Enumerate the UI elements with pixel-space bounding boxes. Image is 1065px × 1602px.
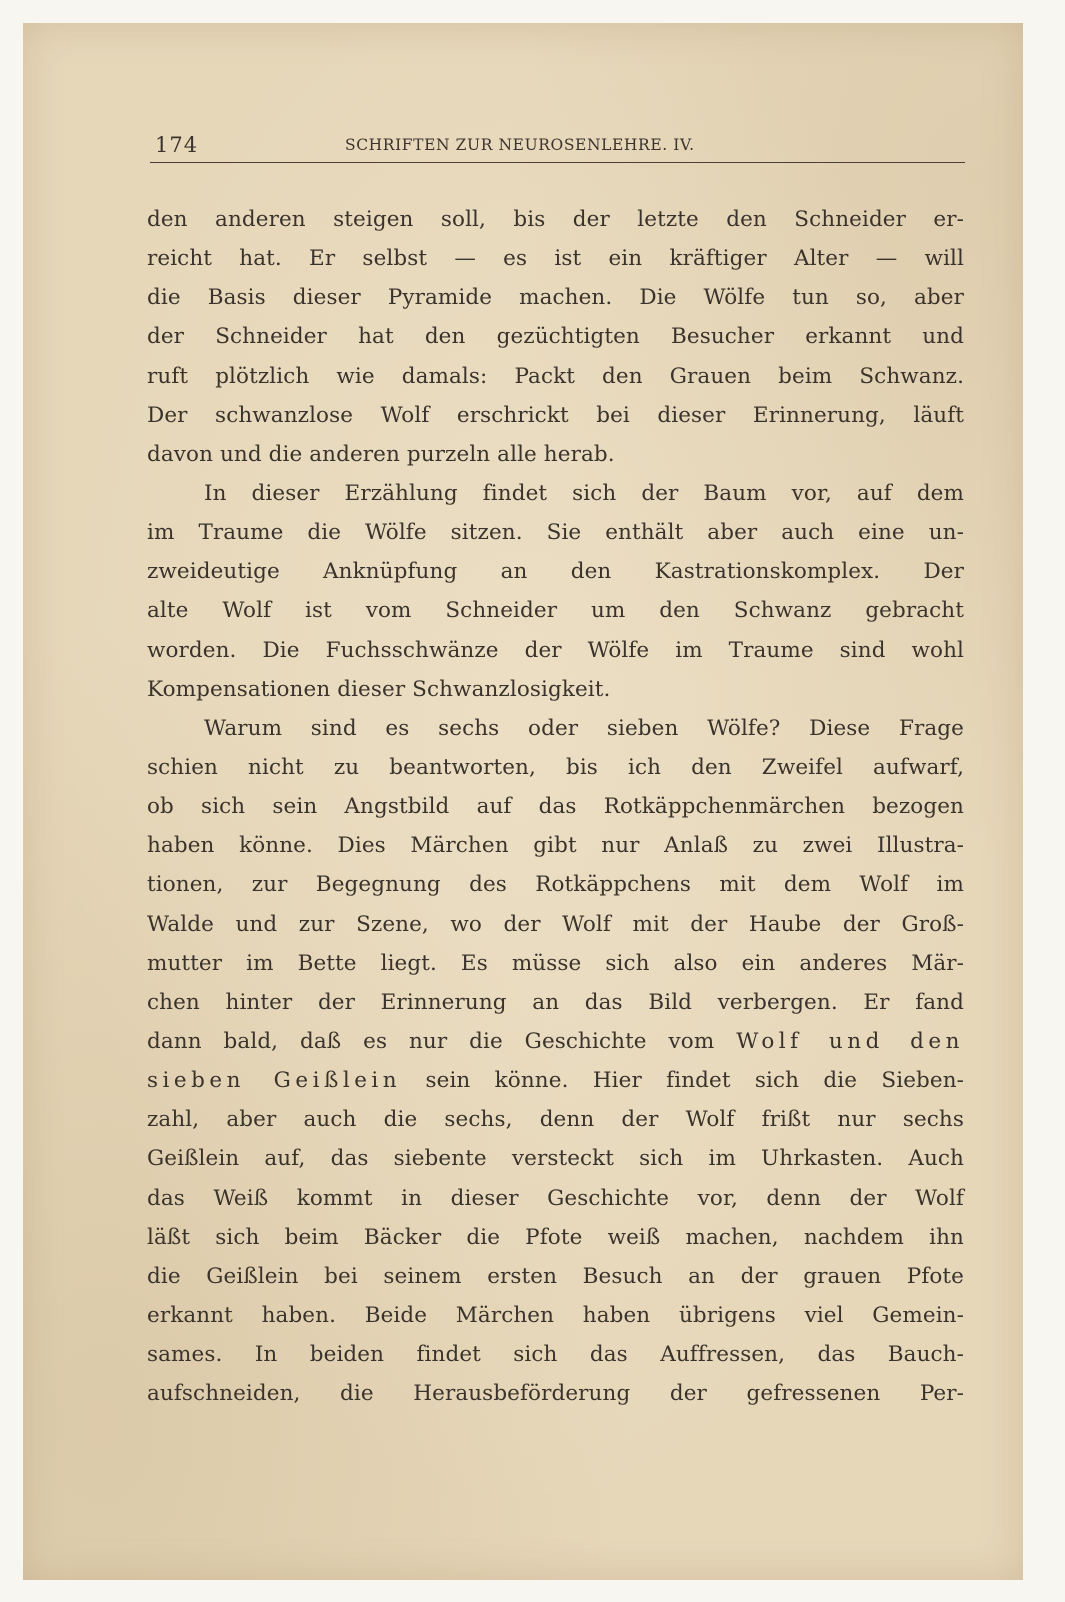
page-number: 174 (155, 133, 199, 157)
text-line: ruft plötzlich wie damals: Packt den Grauen beim Schwanz. (147, 363, 964, 389)
text-line: zahl, aber auch die sechs, denn der Wolf frißt nur sechs (147, 1107, 964, 1133)
text-line: sames. In beiden findet sich das Auffressen, das Bauch- (147, 1342, 964, 1368)
text-line: das Weiß kommt in dieser Geschichte vor, denn der Wolf (147, 1185, 964, 1211)
text-line-with-title (147, 1061, 964, 1100)
text-line: chen hinter der Erinnerung an das Bild verbergen. Er fand (147, 989, 964, 1015)
text-line: läßt sich beim Bäcker die Pfote weiß machen, nachdem ihn (147, 1224, 964, 1250)
text-line: die Basis dieser Pyramide machen. Die Wölfe tun so, aber (147, 285, 964, 311)
text-line: reicht hat. Er selbst — es ist ein kräftiger Alter — will (147, 246, 964, 272)
text-line: den anderen steigen soll, bis der letzte den Schneider er- (147, 207, 964, 232)
text-line: Kompensationen dieser Schwanzlosigkeit. (147, 676, 611, 702)
text-line: erkannt haben. Beide Märchen haben übrigens viel Gemein- (147, 1302, 964, 1328)
emphasized-title: Wolf und den (736, 1028, 964, 1054)
text-line: die Geißlein bei seinem ersten Besuch an der grauen Pfote (147, 1263, 964, 1289)
text-line: Der schwanzlose Wolf erschrickt bei dieser Erinnerung, läuft (147, 402, 964, 428)
text-line: In dieser Erzählung findet sich der Baum vor, auf dem (204, 480, 964, 506)
text-line: der Schneider hat den gezüchtigten Besucher erkannt und (147, 324, 964, 350)
text-line: aufschneiden, die Herausbeförderung der gefressenen Per- (147, 1381, 964, 1407)
text-line: tionen, zur Begegnung des Rotkäppchens mit dem Wolf im (147, 872, 964, 898)
text-line: schien nicht zu beantworten, bis ich den Zweifel aufwarf, (147, 754, 964, 780)
text-line: Geißlein auf, das siebente versteckt sich im Uhrkasten. Auch (147, 1146, 964, 1172)
text-line: zweideutige Anknüpfung an den Kastrationskomplex. Der (147, 559, 964, 585)
text-line: davon und die anderen purzeln alle herab. (147, 441, 615, 467)
body-text (147, 200, 964, 1413)
text-line-with-title (147, 1022, 964, 1061)
running-title: SCHRIFTEN ZUR NEUROSENLEHRE. IV. (345, 136, 695, 154)
page-header (150, 132, 965, 163)
text-line: im Traume die Wölfe sitzen. Sie enthält aber auch eine un- (147, 520, 964, 546)
text-fragment: sein könne. Hier findet sich die Sieben- (425, 1068, 965, 1094)
emphasized-title: sieben Geißlein (147, 1068, 402, 1094)
text-line: ob sich sein Angstbild auf das Rotkäppchenmärchen bezogen (147, 794, 964, 820)
text-line: haben könne. Dies Märchen gibt nur Anlaß zu zwei Illustra- (147, 833, 964, 859)
text-line: worden. Die Fuchsschwänze der Wölfe im Traume sind wohl (147, 637, 964, 663)
text-line: Walde und zur Szene, wo der Wolf mit der Haube der Groß- (147, 911, 964, 937)
text-fragment: dann bald, daß es nur die Geschichte vom (147, 1028, 715, 1054)
text-line: alte Wolf ist vom Schneider um den Schwanz gebracht (147, 598, 964, 624)
text-line: Warum sind es sechs oder sieben Wölfe? Diese Frage (204, 715, 964, 741)
text-line: mutter im Bette liegt. Es müsse sich also ein anderes Mär- (147, 950, 964, 976)
